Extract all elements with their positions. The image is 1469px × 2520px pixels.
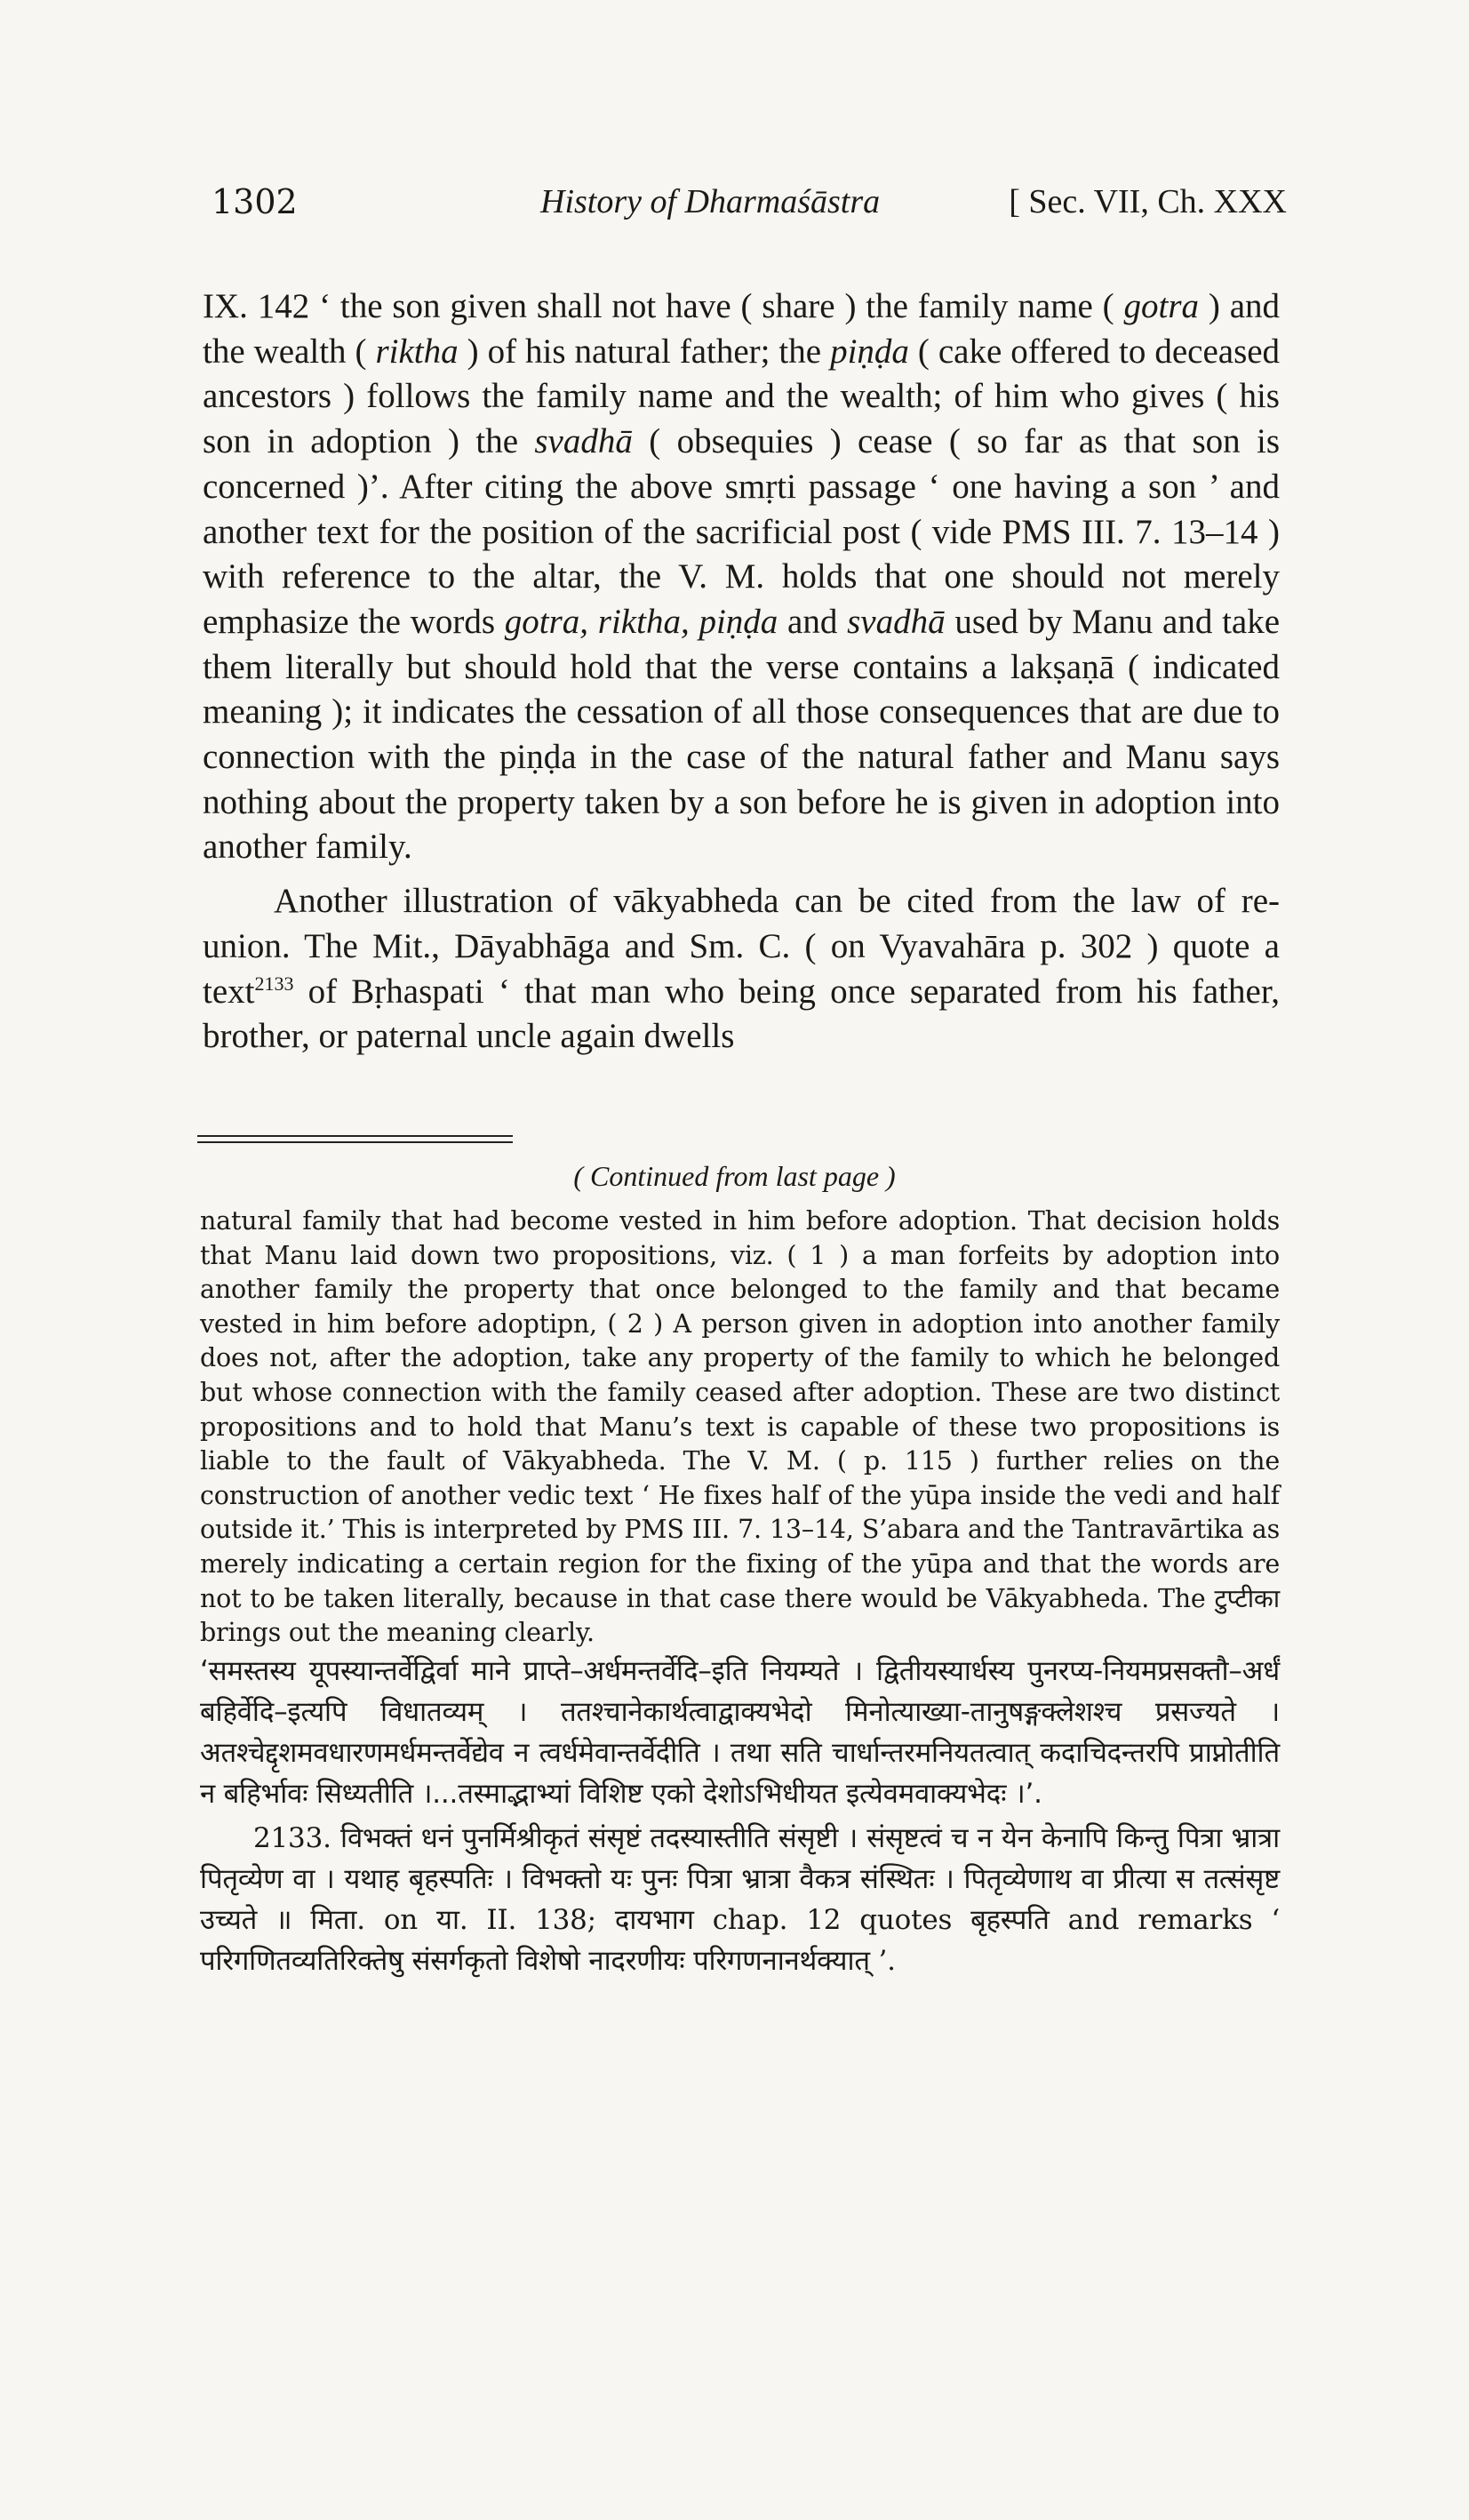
italic-term: svadhā (847, 602, 946, 641)
italic-term: svadhā (534, 422, 633, 461)
text-run: Another illustration of vākyabheda can be cited from the law of re-union. The Mit., Dāyabhāga and Sm. C. ( on Vyavahāra p. 302 ) quote a text (203, 882, 1280, 1011)
italic-term: gotra (1123, 287, 1200, 325)
page-header (212, 182, 1287, 236)
text-run: used by Manu and take them literally but should hold that the verse contains a lakṣaṇā ( indicated meaning ); it indicates the cessation of all those consequences that are due to connection with the piṇḍa in the case of the natural father and Manu says nothing about the property taken by a son before he is given in adoption into another family. (203, 602, 1281, 867)
section-reference: [ Sec. VII, Ch. XXX (1009, 183, 1287, 220)
paragraph-1 (203, 284, 1280, 870)
main-text (203, 284, 1280, 1060)
footnote-continued-sanskrit: ‘समस्तस्य यूपस्यान्तर्वेद्विर्वा माने प्राप्ते–अर्धमन्तर्वेदि–इति नियम्यते । द्वितीयस्यार्धस्य पुनरप्य-नियमप्रसक्तौ–अर्धं बहिर्वेदि–इत्यपि विधातव्यम् । ततश्चानेकार्थत्वाद्वाक्यभेदो मिनोत्याख्या-तानुषङ्गक्लेशश्च प्रसज्यते । अतश्चेद्दृशमवधारणमर्धमन्तर्वेद्येव न त्वर्धमेवान्तर्वेदीति । तथा सति चार्धान्तरमनियतत्वात् कदाचिदन्तरपि प्राप्नोतीति न बहिर्भावः सिध्यतीति ।...तस्माद्भाभ्यां विशिष्ट एको देशोऽभिधीयत इत्येवमवाक्यभेदः ।’. (200, 1654, 1280, 1810)
text-run: ( obsequies ) cease ( so far as that son is concerned )’. After citing the above smṛti passage ‘ one having a son ’ and another text for the position of the sacrificial post ( vide PMS III. 7. 13–14 ) with reference to the altar, the V. M. holds that one should not merely emphasize the words (203, 422, 1281, 641)
text-run: and (787, 602, 838, 641)
footnote-2133 (200, 1818, 1280, 1981)
footnote-rule-top (197, 1135, 513, 1137)
text-run: ( cake offered to deceased ancestors ) follows the family name and the wealth; of him who gives ( his son in adoption ) the (203, 332, 1281, 461)
footnotes (200, 1204, 1280, 1981)
text-run: IX. 142 ‘ the son given shall not have ( share ) the family name ( (203, 287, 1114, 325)
text-run: ) and the wealth ( (203, 287, 1281, 371)
italic-term: gotra, riktha, piṇḍa (504, 602, 778, 641)
running-title: History of Dharmaśāstra (540, 183, 881, 220)
footnote-marker: 2133 (254, 972, 294, 995)
italic-term: riktha (375, 332, 459, 371)
text-run: ) of his natural father; the (467, 332, 822, 371)
footnote-rule-bottom (197, 1141, 513, 1143)
continued-note: ( Continued from last page ) (573, 1160, 896, 1192)
footnote-text: chap. 12 quotes बृहस्पति and remarks ‘ परिगणितव्यतिरिक्तेषु संसर्गकृतो विशेषो नादरणीयः परिगणनानर्थक्यात् ’. (200, 1903, 1280, 1977)
footnote-continued-english: natural family that had become vested in him before adoption. That decision holds that Manu laid down two propositions, viz. ( 1 ) a man forfeits by adoption into another family the property that once belonged to the family and that became vested in him before adoptipn, ( 2 ) A person given in adoption into another family does not, after the adoption, take any property of the family to which he belonged but whose connection with the family ceased after adoption. These are two distinct propositions and to hold that Manu’s text is capable of these two propositions is liable to the fault of Vākyabheda. The V. M. ( p. 115 ) further relies on the construction of another vedic text ‘ He fixes half of the yūpa inside the vedi and half outside it.’ This is interpreted by PMS III. 7. 13–14, S’abara and the Tantravārtika as merely indicating a certain region for the fixing of the yūpa and that the words are not to be taken literally, because in that case there would be Vākyabheda. The टुप्टीका brings out the meaning clearly. (200, 1206, 1280, 1648)
text-run: of Bṛhaspati ‘ that man who being once separated from his father, brother, or paternal uncle again dwells (203, 972, 1280, 1056)
paragraph-2 (203, 879, 1280, 1060)
footnote-text: विभक्तं धनं पुनर्मिश्रीकृतं संसृष्टं तदस्यास्तीति संसृष्टी । संसृष्टत्वं च न येन केनापि किन्तु पित्रा भ्रात्रा पितृव्येण वा । यथाह बृहस्पतिः । विभक्तो यः पुनः पित्रा भ्रात्रा वैकत्र संस्थितः । पितृव्येणाथ वा प्रीत्या स तत्संसृष्ट उच्यते ॥ मिता. on या. II. 138; दायभाग (200, 1821, 1281, 1936)
footnote-number: 2133. (253, 1821, 331, 1854)
page-number: 1302 (212, 182, 298, 221)
italic-term: piṇḍa (830, 332, 909, 371)
